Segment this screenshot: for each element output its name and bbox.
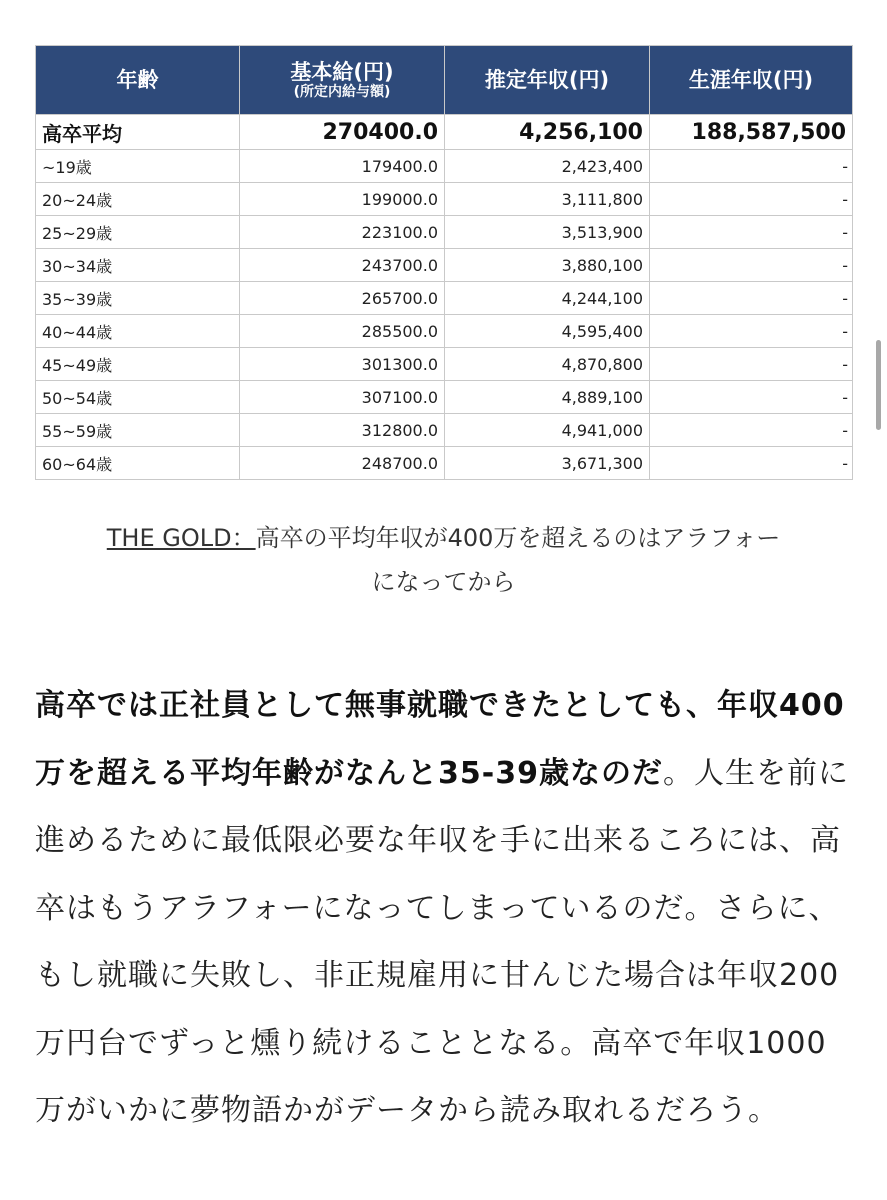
cell-base-salary: 179400.0 xyxy=(240,150,445,183)
table-row xyxy=(36,414,853,447)
table-row xyxy=(36,381,853,414)
cell-age: 55~59歳 xyxy=(36,414,240,447)
average-lifetime-income: 188,587,500 xyxy=(650,115,853,150)
paragraph-text: 人生を前に進めるために最低限必要な年収を手に出来るころには、高卒はもうアラフォーになってしまっているのだ。さらに、もし就職に失敗し、非正規雇用に甘んじた場合は年収200万円台でずっと燻り続けることとなる。高卒で年収1000万がいかに夢物語かがデータから読み取れるだろう。 xyxy=(35,755,849,1128)
table-caption xyxy=(30,516,857,604)
cell-age: 50~54歳 xyxy=(36,381,240,414)
cell-base-salary: 248700.0 xyxy=(240,447,445,480)
cell-base-salary: 265700.0 xyxy=(240,282,445,315)
cell-annual-income: 2,423,400 xyxy=(445,150,650,183)
scrollbar-thumb[interactable] xyxy=(876,340,881,430)
cell-age: 60~64歳 xyxy=(36,447,240,480)
cell-annual-income: 3,671,300 xyxy=(445,447,650,480)
cell-age: 30~34歳 xyxy=(36,249,240,282)
cell-age: 25~29歳 xyxy=(36,216,240,249)
cell-base-salary: 285500.0 xyxy=(240,315,445,348)
cell-age: 35~39歳 xyxy=(36,282,240,315)
salary-table-container xyxy=(35,45,852,480)
cell-annual-income: 3,880,100 xyxy=(445,249,650,282)
cell-annual-income: 3,513,900 xyxy=(445,216,650,249)
cell-annual-income: 4,941,000 xyxy=(445,414,650,447)
cell-lifetime-income: - xyxy=(650,216,853,249)
cell-age: 45~49歳 xyxy=(36,348,240,381)
cell-age: 20~24歳 xyxy=(36,183,240,216)
cell-annual-income: 4,244,100 xyxy=(445,282,650,315)
caption-text-line2: になってから xyxy=(371,568,516,596)
cell-lifetime-income: - xyxy=(650,381,853,414)
header-base-salary-label: 基本給(円) xyxy=(290,59,394,84)
cell-base-salary: 243700.0 xyxy=(240,249,445,282)
cell-base-salary: 199000.0 xyxy=(240,183,445,216)
table-row xyxy=(36,183,853,216)
cell-lifetime-income: - xyxy=(650,414,853,447)
caption-text-line1: 高卒の平均年収が400万を超えるのはアラフォー xyxy=(255,524,781,552)
table-row xyxy=(36,249,853,282)
article-paragraph xyxy=(35,672,850,1145)
emphasized-text: 高卒では正社員として無事就職できたとしても、年収400万を超える平均年齢がなんと35-39歳なのだ xyxy=(35,688,845,791)
cell-lifetime-income: - xyxy=(650,447,853,480)
cell-lifetime-income: - xyxy=(650,315,853,348)
table-header-row xyxy=(36,46,853,115)
cell-age: ~19歳 xyxy=(36,150,240,183)
cell-age: 40~44歳 xyxy=(36,315,240,348)
header-age: 年齢 xyxy=(36,46,240,115)
header-base-salary-sub: (所定内給与額) xyxy=(293,84,391,101)
table-row-average xyxy=(36,115,853,150)
cell-lifetime-income: - xyxy=(650,249,853,282)
header-annual-income: 推定年収(円) xyxy=(445,46,650,115)
cell-lifetime-income: - xyxy=(650,150,853,183)
cell-annual-income: 4,595,400 xyxy=(445,315,650,348)
cell-lifetime-income: - xyxy=(650,348,853,381)
table-row xyxy=(36,315,853,348)
cell-lifetime-income: - xyxy=(650,183,853,216)
table-row xyxy=(36,150,853,183)
average-base-salary: 270400.0 xyxy=(240,115,445,150)
table-row xyxy=(36,348,853,381)
cell-base-salary: 223100.0 xyxy=(240,216,445,249)
cell-annual-income: 3,111,800 xyxy=(445,183,650,216)
header-lifetime-income: 生涯年収(円) xyxy=(650,46,853,115)
table-row xyxy=(36,282,853,315)
header-base-salary xyxy=(240,46,445,115)
average-annual-income: 4,256,100 xyxy=(445,115,650,150)
table-row xyxy=(36,447,853,480)
salary-table xyxy=(35,45,853,480)
caption-source-link[interactable]: THE GOLD： xyxy=(106,524,256,552)
cell-lifetime-income: - xyxy=(650,282,853,315)
table-row xyxy=(36,216,853,249)
cell-base-salary: 301300.0 xyxy=(240,348,445,381)
cell-annual-income: 4,870,800 xyxy=(445,348,650,381)
cell-base-salary: 312800.0 xyxy=(240,414,445,447)
average-label: 高卒平均 xyxy=(36,115,240,150)
emphasis-period: 。 xyxy=(662,755,694,791)
cell-annual-income: 4,889,100 xyxy=(445,381,650,414)
cell-base-salary: 307100.0 xyxy=(240,381,445,414)
